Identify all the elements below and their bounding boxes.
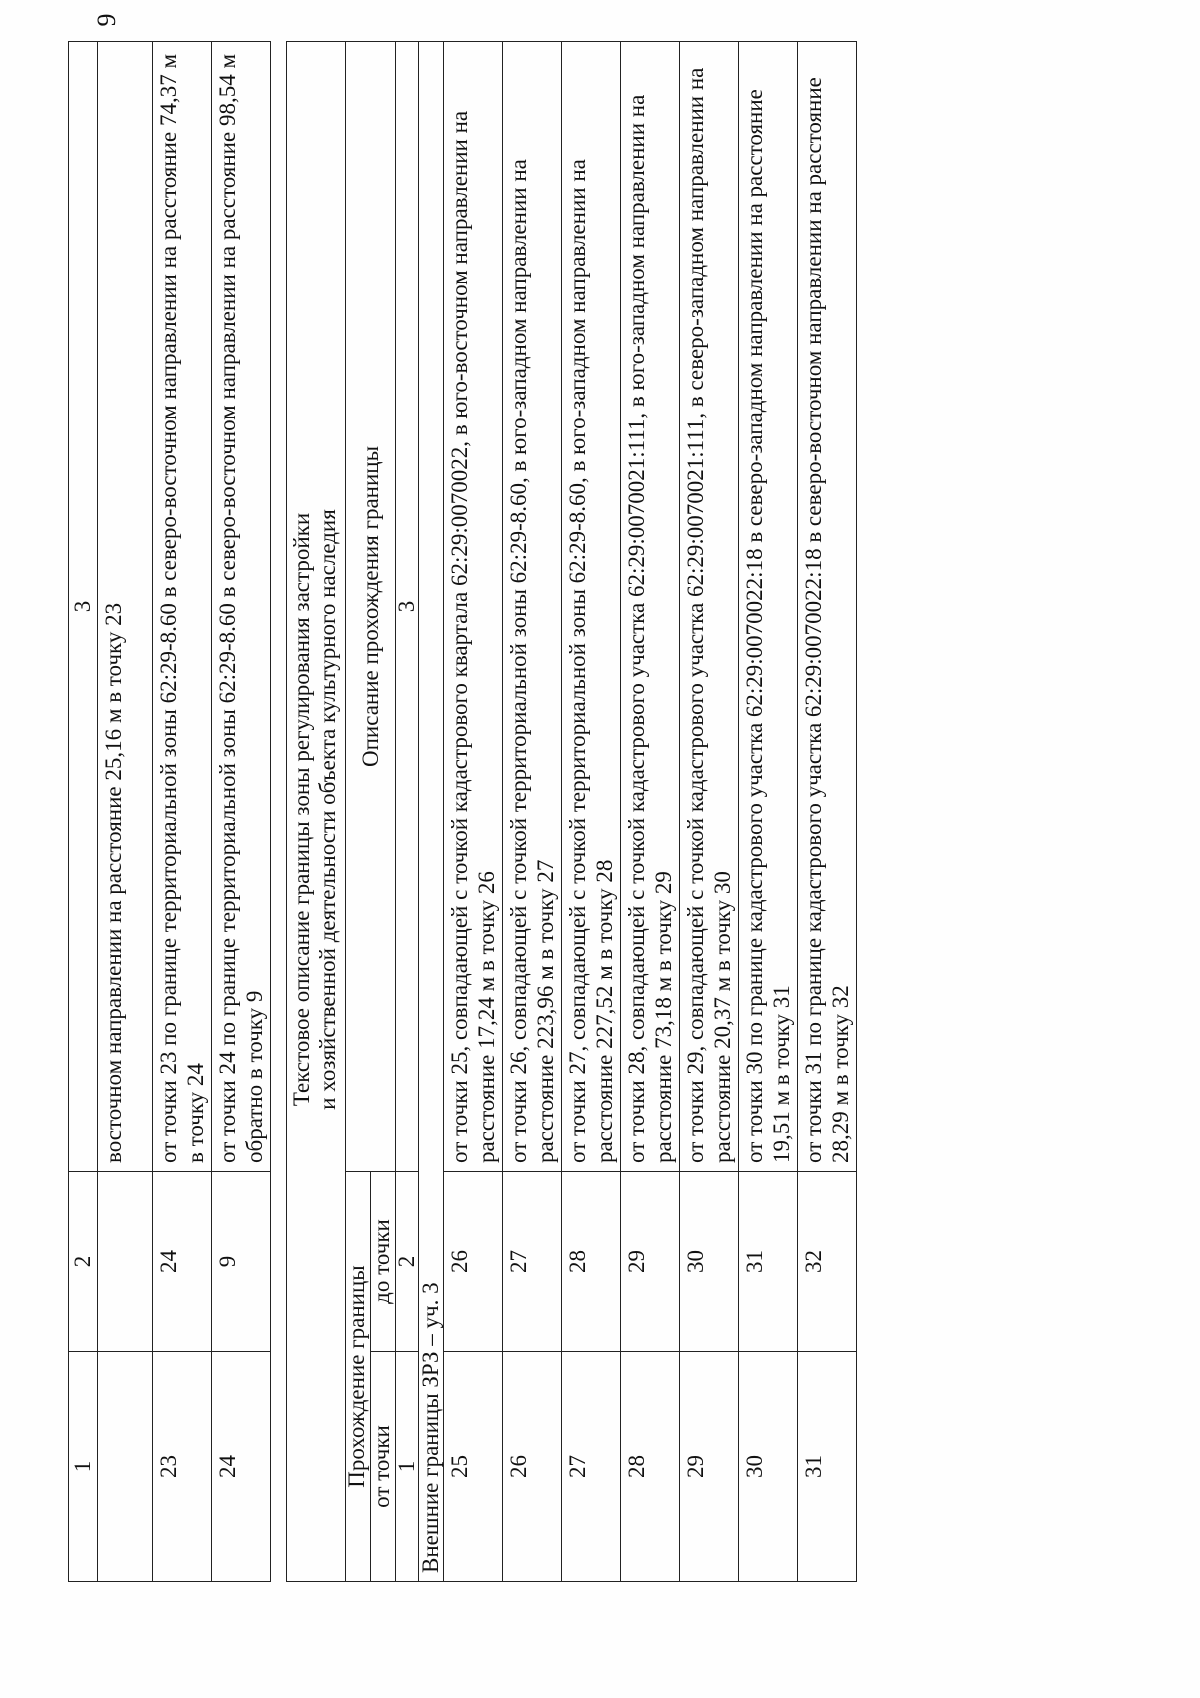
section-row [419, 41, 444, 1581]
table-row [621, 41, 680, 1581]
boundary-description: от точки 28, совпадающей с точкой кадастрового участка 62:29:0070021:111, в юго-западном направлении на расстояние 73,18 м в точку 29 [621, 41, 680, 1171]
to-point: 9 [212, 1172, 271, 1352]
page-number: 9 [92, 13, 121, 27]
group-header: Прохождение границы [346, 1172, 371, 1582]
from-point: 26 [503, 1352, 562, 1582]
from-point: 28 [621, 1352, 680, 1582]
table-row [444, 41, 503, 1581]
from-header: от точки [371, 1352, 396, 1582]
from-point [98, 1352, 153, 1582]
boundary-description: от точки 25, совпадающей с точкой кадастрового квартала 62:29:0070022, в юго-восточном направлении на расстояние 17,24 м в точку 26 [444, 41, 503, 1171]
from-point: 25 [444, 1352, 503, 1582]
table-row [153, 42, 212, 1582]
boundary-description: от точки 26, совпадающей с точкой территориальной зоны 62:29-8.60, в юго-западном направлении на расстояние 223,96 м в точку 27 [503, 41, 562, 1171]
to-point: 29 [621, 1172, 680, 1352]
boundary-description: от точки 24 по границе территориальной зоны 62:29-8.60 в северо-восточном направлении на расстояние 98,54 м обратно в точку 9 [212, 42, 271, 1172]
from-point: 27 [562, 1352, 621, 1582]
table-row [503, 41, 562, 1581]
table-row [212, 42, 271, 1582]
to-point: 24 [153, 1172, 212, 1352]
column-number-row [396, 41, 419, 1581]
table-row [798, 41, 857, 1581]
to-point: 28 [562, 1172, 621, 1352]
boundary-description: восточном направлении на расстояние 25,16 м в точку 23 [98, 42, 153, 1172]
rotated-page [68, 13, 1128, 1582]
from-point: 23 [153, 1352, 212, 1582]
column-number: 3 [69, 42, 98, 1172]
table-title-row [287, 41, 346, 1581]
to-point: 32 [798, 1172, 857, 1352]
from-point: 24 [212, 1352, 271, 1582]
boundary-description: от точки 23 по границе территориальной зоны 62:29-8.60 в северо-восточном направлении на расстояние 74,37 м в точку 24 [153, 42, 212, 1172]
table-row [562, 41, 621, 1581]
from-point: 29 [680, 1352, 739, 1582]
to-point: 30 [680, 1172, 739, 1352]
table-row [98, 42, 153, 1582]
boundary-table [286, 41, 857, 1582]
column-number: 2 [396, 1172, 419, 1352]
column-number: 3 [396, 41, 419, 1171]
column-number: 1 [396, 1352, 419, 1582]
boundary-description: от точки 29, совпадающей с точкой кадастрового участка 62:29:0070021:111, в северо-западном направлении на расстояние 20,37 м в точку 30 [680, 41, 739, 1171]
from-point: 31 [798, 1352, 857, 1582]
description-header: Описание прохождения границы [346, 41, 396, 1171]
table-title-line: и хозяйственной деятельности объекта культурного наследия [315, 509, 340, 1110]
table-title-line: Текстовое описание границы зоны регулирования застройки [289, 512, 314, 1107]
to-point: 27 [503, 1172, 562, 1352]
from-point: 30 [739, 1352, 798, 1582]
column-number-row [69, 42, 98, 1582]
to-point: 31 [739, 1172, 798, 1352]
section-label: Внешние границы ЗРЗ – уч. 3 [419, 41, 444, 1581]
boundary-description: от точки 31 по границе кадастрового участка 62:29:0070022:18 в северо-восточном направлении на расстояние 28,29 м в точку 32 [798, 41, 857, 1171]
table-row [680, 41, 739, 1581]
boundary-description: от точки 30 по границе кадастрового участка 62:29:0070022:18 в северо-западном направлении на расстояние 19,51 м в точку 31 [739, 41, 798, 1171]
group-header-row [346, 41, 371, 1581]
table-title [287, 41, 346, 1581]
column-number: 2 [69, 1172, 98, 1352]
table-row [739, 41, 798, 1581]
continuation-table [68, 41, 271, 1582]
column-number: 1 [69, 1352, 98, 1582]
boundary-description: от точки 27, совпадающей с точкой территориальной зоны 62:29-8.60, в юго-западном направлении на расстояние 227,52 м в точку 28 [562, 41, 621, 1171]
to-header: до точки [371, 1172, 396, 1352]
to-point [98, 1172, 153, 1352]
to-point: 26 [444, 1172, 503, 1352]
